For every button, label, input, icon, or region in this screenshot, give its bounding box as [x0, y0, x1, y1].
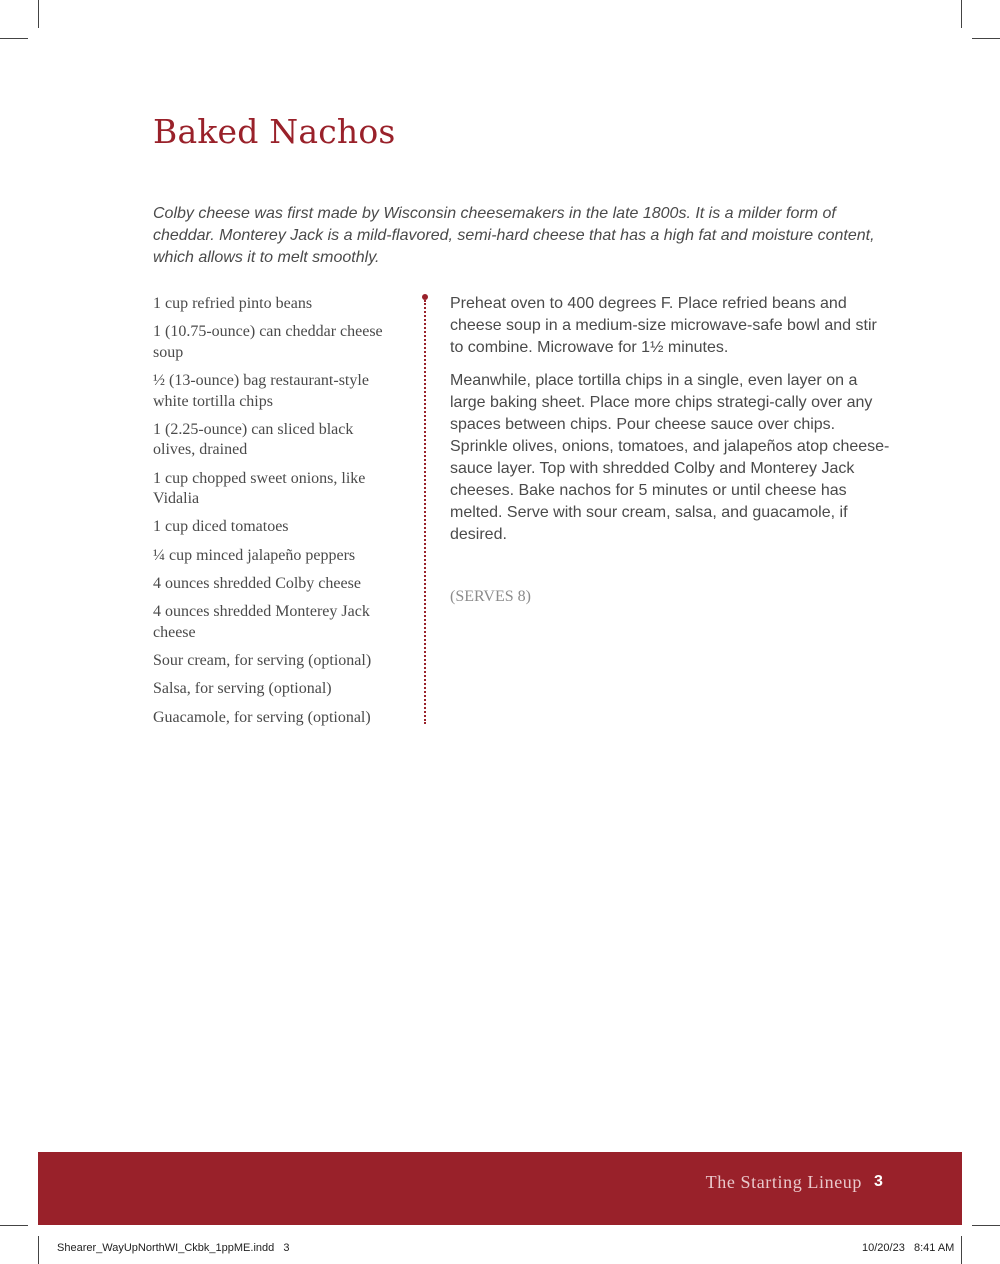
serves-note: (SERVES 8) [450, 588, 531, 605]
ingredient-item: Sour cream, for serving (optional) [153, 652, 372, 670]
column-divider [424, 300, 426, 724]
ingredient-item: Guacamole, for serving (optional) [153, 708, 371, 726]
ingredient-item: 1 cup diced tomatoes [153, 518, 289, 536]
crop-mark-top-left [38, 0, 39, 28]
recipe-title: Baked Nachos [153, 112, 396, 151]
ingredient-list [153, 294, 398, 736]
recipe-intro: Colby cheese was first made by Wisconsin cheesemakers in the late 1800s. It is a milder form of cheddar. Monterey Jack is a mild-flavored, semi-hard cheese that has a high fat and moisture content, which allows it to melt smoothly. [153, 205, 875, 266]
ingredient-item: 1 cup chopped sweet onions, like Vidalia [153, 469, 366, 508]
ingredient-item: Salsa, for serving (optional) [153, 680, 332, 698]
crop-mark-right-top [972, 38, 1000, 39]
ingredient-item: ¼ cup minced jalapeño peppers [153, 546, 356, 564]
direction-step: Preheat oven to 400 degrees F. Place refried beans and cheese soup in a medium-size microwave-safe bowl and stir to combine. Microwave for 1½ minutes. [450, 295, 877, 356]
crop-mark-bottom-left [38, 1236, 39, 1264]
crop-mark-top-right [961, 0, 962, 28]
print-slug-timestamp: 10/20/23 8:41 AM [862, 1242, 955, 1254]
page-number: 3 [874, 1173, 883, 1190]
ingredient-item: 1 cup refried pinto beans [153, 295, 313, 312]
crop-mark-right-bottom [972, 1225, 1000, 1226]
print-slug-filename: Shearer_WayUpNorthWI_Ckbk_1ppME.indd 3 [57, 1242, 290, 1254]
directions [450, 293, 890, 557]
ingredient-item: 1 (2.25-ounce) can sliced black olives, drained [153, 420, 354, 459]
ingredient-item: 4 ounces shredded Monterey Jack cheese [153, 603, 370, 641]
ingredient-item: ½ (13-ounce) bag restaurant-style white tortilla chips [153, 372, 369, 410]
crop-mark-left-top [0, 38, 28, 39]
section-name: The Starting Lineup [705, 1172, 862, 1192]
footer-band [38, 1152, 962, 1225]
direction-step: Meanwhile, place tortilla chips in a single, even layer on a large baking sheet. Place more chips strategi-cally over any spaces between chips. Pour cheese sauce over chips. Sprinkle olives, onions, tomatoes, and jalapeños atop cheese-sauce layer. Top with shredded Colby and Monterey Jack cheeses. Bake nachos for 5 minutes or until cheese has melted. Serve with sour cream, salsa, and guacamole, if desired. [450, 372, 890, 543]
ingredient-item: 4 ounces shredded Colby cheese [153, 575, 361, 593]
ingredient-item: 1 (10.75-ounce) can cheddar cheese soup [153, 323, 383, 361]
crop-mark-left-bottom [0, 1225, 28, 1226]
crop-mark-bottom-right [961, 1236, 962, 1264]
